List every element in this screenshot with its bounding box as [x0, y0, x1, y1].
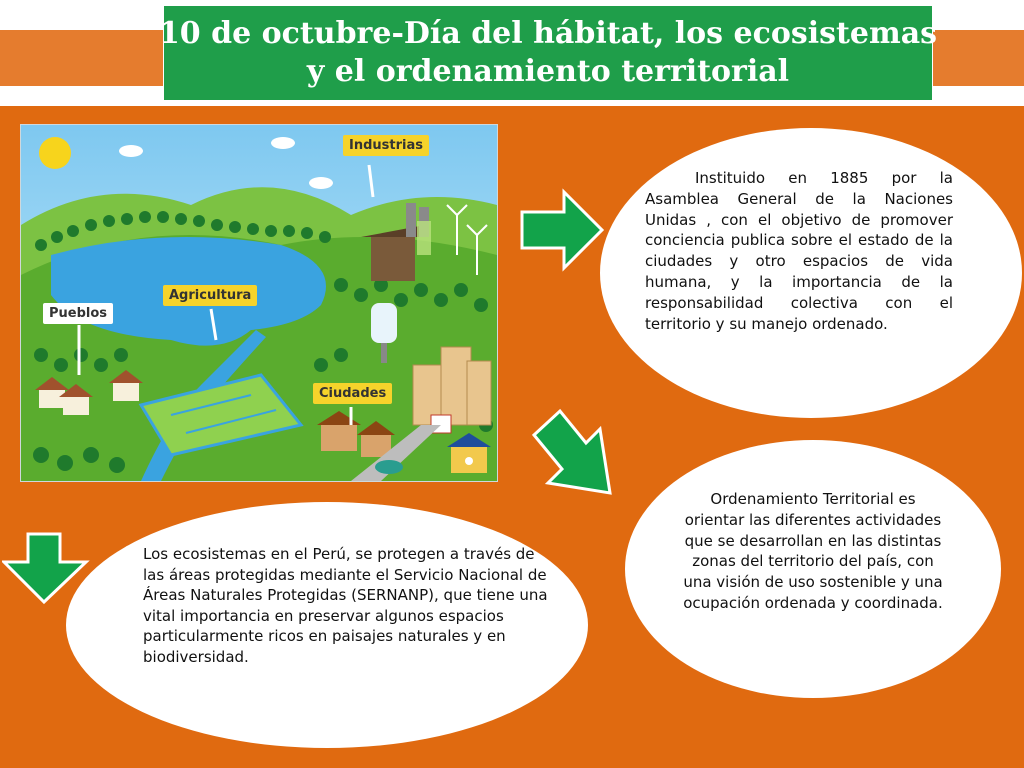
arrow-right-icon	[518, 188, 606, 272]
divider	[0, 103, 1024, 106]
title-line-2: y el ordenamiento territorial	[306, 54, 790, 89]
arrow-down-icon	[2, 530, 90, 606]
text-ecosistemas: Los ecosistemas en el Perú, se protegen a través de las áreas protegidas mediante el Servicio Nacional de Áreas Naturales Protegidas (SERNANP), que tiene una vital importancia en preservar algunos espacios particularmente ricos en paisajes naturales y en biodiversidad.	[143, 545, 548, 666]
title-line-1: 10 de octubre-Día del hábitat, los ecosistemas	[158, 16, 938, 51]
label-ciudades: Ciudades	[313, 383, 392, 404]
landscape-illustration	[20, 124, 498, 482]
text-historia	[645, 168, 953, 334]
label-pueblos: Pueblos	[43, 303, 113, 324]
text-historia-content: Instituido en 1885 por la Asamblea General de la Naciones Unidas , con el objetivo de promover conciencia publica sobre el estado de la ciudades y otro espacios de vida humana, y la importancia de la responsabilidad colectiva con el territorio y su manejo ordenado.	[645, 169, 953, 333]
arrow-diagonal-icon	[530, 405, 620, 500]
text-ordenamiento: Ordenamiento Territorial es orientar las diferentes actividades que se desarrollan en las distintas zonas del territorio del país, con una visión de uso sostenible y una ocupación ordenada y coordinada.	[683, 490, 943, 612]
title-banner	[158, 5, 938, 101]
label-industrias: Industrias	[343, 135, 429, 156]
label-agricultura: Agricultura	[163, 285, 257, 306]
